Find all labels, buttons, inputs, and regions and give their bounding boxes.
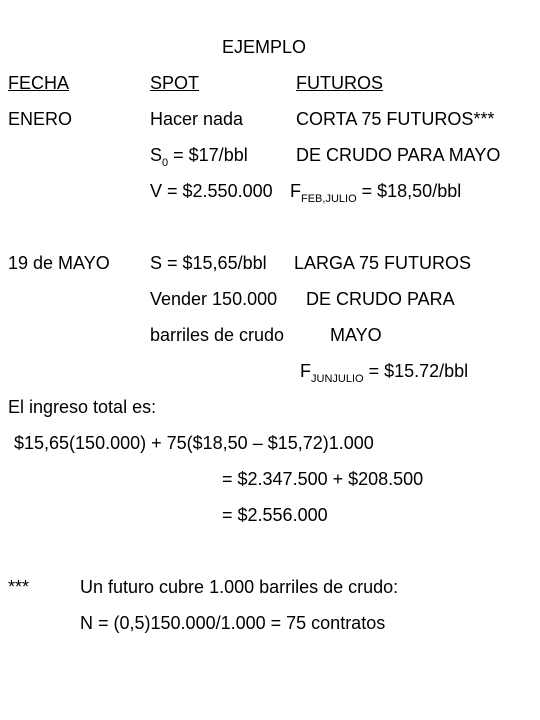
footnote-line2: N = (0,5)150.000/1.000 = 75 contratos — [80, 613, 386, 633]
footnote-marker: *** — [8, 577, 30, 597]
ingreso-line2: = $2.347.500 + $208.500 — [222, 469, 424, 489]
mayo-fecha: 19 de MAYO — [8, 253, 110, 273]
mayo-spot-line2: barriles de crudo — [150, 325, 285, 345]
header-fecha: FECHA — [8, 73, 70, 93]
enero-s0: $S_0$ = $17/bbl — [150, 145, 248, 169]
enero-f-price: $F_{FEB,JULIO}$ = $18,50/bbl — [290, 181, 462, 205]
mayo-f-price: $F_{JUNJULIO}$ = $15.72/bbl — [300, 361, 469, 385]
enero-futures-line2: DE CRUDO PARA MAYO — [296, 145, 501, 165]
ingreso-label: El ingreso total es: — [8, 397, 157, 417]
mayo-spot-line1: Vender 150.000 — [150, 289, 278, 309]
enero-fecha: ENERO — [8, 109, 73, 129]
footnote-line1: Un futuro cubre 1.000 barriles de crudo: — [80, 577, 399, 597]
mayo-s-value: S = $15,65/bbl — [150, 253, 267, 273]
enero-spot-action: Hacer nada — [150, 109, 244, 129]
ingreso-line1: $15,65(150.000) + 75($18,50 – $15,72)1.000 — [14, 433, 374, 453]
mayo-futures-line2: DE CRUDO PARA — [306, 289, 455, 309]
mayo-futures-line1: LARGA 75 FUTUROS — [294, 253, 472, 273]
header-spot: SPOT — [150, 73, 200, 93]
ingreso-line3: = $2.556.000 — [222, 505, 328, 525]
header-futuros: FUTUROS — [296, 73, 383, 93]
page-title: EJEMPLO — [222, 37, 307, 57]
enero-futures-line1: CORTA 75 FUTUROS*** — [296, 109, 495, 129]
enero-v-value: V = $2.550.000 — [150, 181, 273, 201]
mayo-futures-line3: MAYO — [330, 325, 382, 345]
